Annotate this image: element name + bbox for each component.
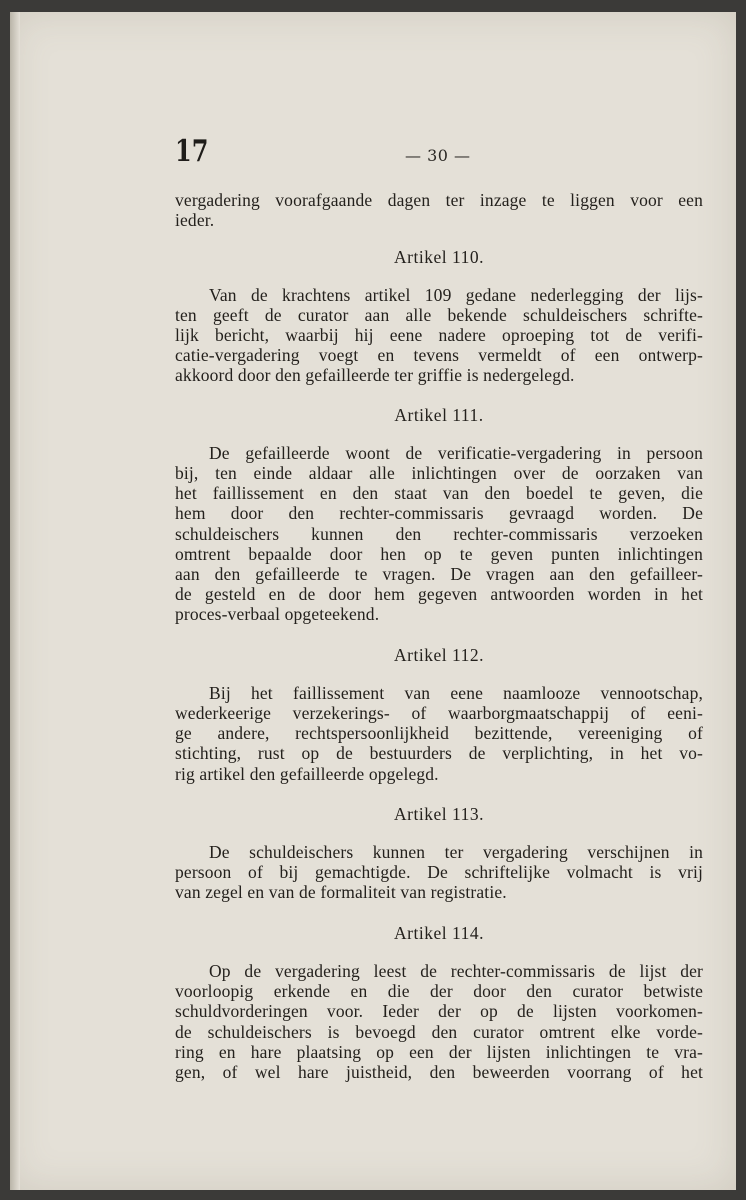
text-line: ring en hare plaatsing op een der lijsten inlichtingen te vra- <box>175 1041 703 1062</box>
text-line: vergadering voorafgaande dagen ter inzage te liggen voor een <box>175 190 703 210</box>
article-110-paragraph <box>175 285 703 386</box>
continuation-paragraph <box>175 190 703 230</box>
article-heading-113: Artikel 113. <box>394 803 484 824</box>
text-line: schuldvorderingen voor. Ieder der op de lijsten voorkomen- <box>175 1001 703 1022</box>
article-heading-110: Artikel 110. <box>394 247 484 268</box>
text-line: De schuldeischers kunnen ter vergadering verschijnen in <box>209 842 703 863</box>
article-heading-114: Artikel 114. <box>394 922 484 943</box>
text-line: proces-verbaal opgeteekend. <box>175 604 380 625</box>
article-111-paragraph <box>175 443 703 625</box>
text-line: schuldeischers kunnen den rechter-commissaris verzoeken <box>175 523 703 544</box>
text-line: de gesteld en de door hem gegeven antwoorden worden in het <box>175 584 703 605</box>
text-line: aan den gefailleerde te vragen. De vragen aan den gefailleer- <box>175 564 703 585</box>
text-line: van zegel en van de formaliteit van registratie. <box>175 882 507 903</box>
text-line: lijk bericht, waarbij hij eene nadere oproeping tot de verifi- <box>175 325 703 346</box>
text-line: het faillissement en den staat van den boedel te geven, die <box>175 483 703 504</box>
article-heading-111: Artikel 111. <box>394 404 484 425</box>
text-line: ieder. <box>175 210 215 231</box>
text-line: akkoord door den gefailleerde ter griffie is nedergelegd. <box>175 365 575 386</box>
article-113-paragraph <box>175 842 703 903</box>
text-line: ge andere, rechtspersoonlijkheid bezittende, vereeniging of <box>175 723 703 744</box>
page-number: — 30 — <box>405 146 471 165</box>
text-line: De gefailleerde woont de verificatie-vergadering in persoon <box>209 442 703 463</box>
sheet-number: 17 <box>175 134 209 169</box>
text-line: de schuldeischers is bevoegd den curator omtrent elke vorde- <box>175 1021 703 1042</box>
article-heading-112: Artikel 112. <box>394 644 484 665</box>
text-line: stichting, rust op de bestuurders de verplichting, in het vo- <box>175 743 703 764</box>
document-page <box>10 12 736 1190</box>
text-line: ten geeft de curator aan alle bekende schuldeischers schrifte- <box>175 304 703 325</box>
text-line: hem door den rechter-commissaris gevraagd worden. De <box>175 503 703 524</box>
binding-edge <box>10 12 20 1190</box>
text-line: Van de krachtens artikel 109 gedane nederlegging der lijs- <box>209 284 703 305</box>
text-line: omtrent bepaalde door hen op te geven punten inlichtingen <box>175 543 703 564</box>
text-line: rig artikel den gefailleerde opgelegd. <box>175 763 439 784</box>
text-line: catie-vergadering voegt en tevens vermeldt of een ontwerp- <box>175 345 703 366</box>
text-line: wederkeerige verzekerings- of waarborgmaatschappij of eeni- <box>175 703 703 724</box>
article-114-paragraph <box>175 961 703 1082</box>
text-line: bij, ten einde aldaar alle inlichtingen over de oorzaken van <box>175 463 703 484</box>
text-line: Bij het faillissement van eene naamlooze vennootschap, <box>209 682 703 703</box>
article-112-paragraph <box>175 683 703 784</box>
text-line: persoon of bij gemachtigde. De schriftelijke volmacht is vrij <box>175 862 703 883</box>
body-text <box>175 190 703 1082</box>
text-line: gen, of wel hare juistheid, den beweerden voorrang of het <box>175 1061 703 1082</box>
text-line: voorloopig erkende en die der door den curator betwiste <box>175 981 703 1002</box>
text-line: Op de vergadering leest de rechter-commissaris de lijst der <box>209 960 703 981</box>
